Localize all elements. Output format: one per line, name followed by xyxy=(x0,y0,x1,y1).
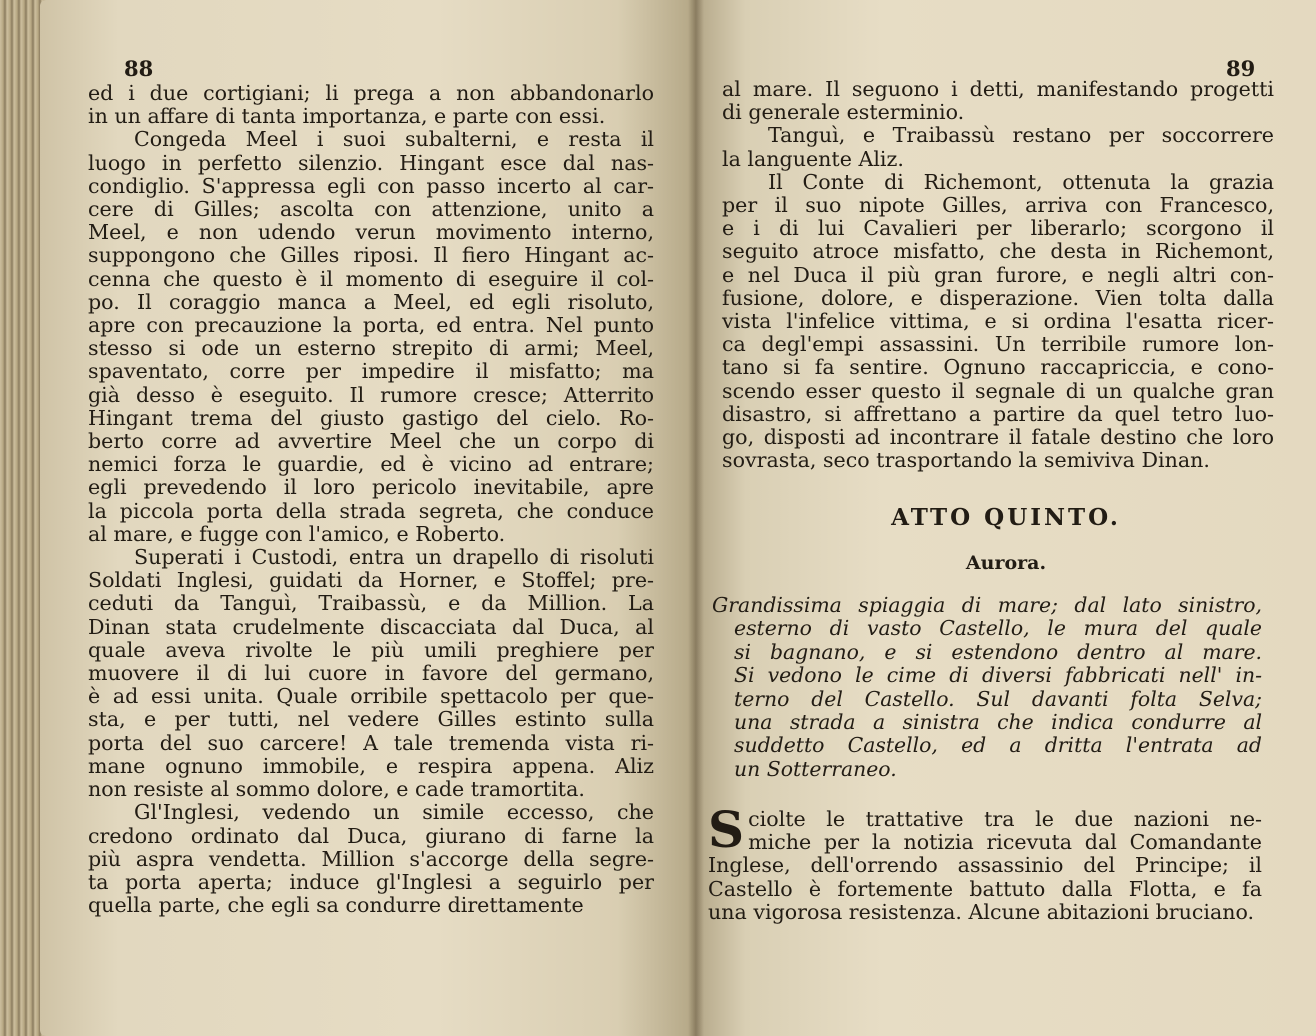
paragraph xyxy=(722,78,1274,124)
right-page xyxy=(696,0,1316,1036)
text-line: non resiste al sommo dolore, e cade tramortita. xyxy=(88,777,585,802)
text-line: Tanguì, e Traibassù restano per soccorrere xyxy=(768,123,1274,148)
text-line: sovrasta, seco trasportando la semiviva Dinan. xyxy=(722,448,1210,473)
text-line: ta porta aperta; induce gl'Inglesi a seguirlo per xyxy=(88,869,654,894)
paragraph xyxy=(722,171,1274,473)
stage-direction-line: suddetto Castello, ed a dritta l'entrata ad xyxy=(734,733,1262,758)
act-heading: ATTO QUINTO. xyxy=(891,504,1121,531)
text-line: quale aveva rivolte le più umili preghiere per xyxy=(88,637,654,662)
text-line: di generale esterminio. xyxy=(722,100,965,125)
text-line: Meel, e non udendo verun movimento interno, xyxy=(88,220,654,245)
text-line: ed i due cortigiani; li prega a non abbandonarlo xyxy=(88,81,654,105)
text-line: seguito atroce misfatto, che desta in Richemont, xyxy=(722,239,1274,264)
stage-direction xyxy=(712,594,1262,781)
text-line: per il suo nipote Gilles, arriva con Francesco, xyxy=(722,193,1274,218)
book-gutter xyxy=(688,0,704,1036)
text-line: disastro, si affrettano a partire da quel tetro luo- xyxy=(722,401,1274,426)
text-line: tano si fa sentire. Ognuno raccapriccia, e cono- xyxy=(722,355,1274,380)
text-line: la piccola porta della strada segreta, che conduce xyxy=(88,498,654,523)
text-line: Soldati Inglesi, guidati da Horner, e Stoffel; pre- xyxy=(88,568,654,593)
left-page xyxy=(40,0,696,1036)
paragraph xyxy=(88,82,654,128)
text-line: luogo in perfetto silenzio. Hingant esce dal nas- xyxy=(88,150,654,175)
text-line: go, disposti ad incontrare il fatale destino che loro xyxy=(722,425,1274,450)
text-line: ceduti da Tanguì, Traibassù, e da Million. La xyxy=(88,591,654,616)
drop-cap: S xyxy=(708,800,745,859)
page-number: 89 xyxy=(1226,56,1256,81)
paragraph xyxy=(88,128,654,546)
text-line: Castello è fortemente battuto dalla Flotta, e fa xyxy=(708,876,1262,901)
text-line: stesso si ode un esterno strepito di armi; Meel, xyxy=(88,336,654,361)
text-line: Superati i Custodi, entra un drapello di risoluti xyxy=(134,545,654,570)
text-line: la languente Aliz. xyxy=(722,146,904,171)
text-line: apre con precauzione la porta, ed entra. Nel punto xyxy=(88,313,654,338)
text-line: e nel Duca il più gran furore, e negli altri con- xyxy=(722,262,1274,287)
text-line: Gl'Inglesi, vedendo un simile eccesso, che xyxy=(134,800,654,825)
text-line: in un affare di tanta importanza, e parte con essi. xyxy=(88,104,606,129)
text-line: spaventato, corre per impedire il misfatto; ma xyxy=(88,359,654,384)
stage-direction-line: un Sotterraneo. xyxy=(734,756,897,781)
stage-direction-line: terno del Castello. Sul davanti folta Selva; xyxy=(734,686,1262,711)
stage-direction-line: si bagnano, e si estendono dentro al mare. xyxy=(734,639,1262,664)
text-line: Il Conte di Richemont, ottenuta la grazia xyxy=(768,169,1274,194)
text-line: Dinan stata crudelmente discacciata dal Duca, al xyxy=(88,614,654,639)
text-line: Congeda Meel i suoi subalterni, e resta il xyxy=(134,127,654,152)
text-line: Hingant trema del giusto gastigo del cielo. Ro- xyxy=(88,405,654,430)
text-line: suppongono che Gilles riposi. Il fiero Hingant ac- xyxy=(88,243,654,268)
stage-direction-line: Grandissima spiaggia di mare; dal lato sinistro, xyxy=(712,593,1262,617)
text-line: mane ognuno immobile, e respira appena. Aliz xyxy=(88,753,654,778)
paragraph xyxy=(88,801,654,917)
text-line: quella parte, che egli sa condurre direttamente xyxy=(88,893,584,918)
text-line: miche per la notizia ricevuta dal Comandante xyxy=(748,830,1262,855)
page-number: 88 xyxy=(124,56,154,81)
text-line: condiglio. S'appressa egli con passo incerto al car- xyxy=(88,173,654,198)
stage-direction-line: Si vedono le cime di diversi fabbricati nell' in- xyxy=(734,663,1262,688)
text-line: fusione, dolore, e disperazione. Vien tolta dalla xyxy=(722,285,1274,310)
text-line: cere di Gilles; ascolta con attenzione, unito a xyxy=(88,197,654,222)
text-line: berto corre ad avvertire Meel che un corpo di xyxy=(88,429,654,454)
text-line: una vigorosa resistenza. Alcune abitazioni bruciano. xyxy=(708,899,1255,924)
text-line: credono ordinato dal Duca, giurano di farne la xyxy=(88,823,654,848)
right-page-text xyxy=(722,78,1274,472)
text-line: ca degl'empi assassini. Un terribile rumore lon- xyxy=(722,332,1274,357)
scene-heading: Aurora. xyxy=(965,552,1047,574)
paragraph xyxy=(88,546,654,801)
text-line: po. Il coraggio manca a Meel, ed egli risoluto, xyxy=(88,289,654,314)
text-line: muovere il di lui cuore in favore del germano, xyxy=(88,661,654,686)
text-line: egli prevedendo il loro pericolo inevitabile, apre xyxy=(88,475,654,500)
paragraph xyxy=(722,124,1274,170)
text-line: già desso è eseguito. Il rumore cresce; Atterrito xyxy=(88,382,654,407)
text-line: porta del suo carcere! A tale tremenda vista ri- xyxy=(88,730,654,755)
text-line: al mare, e fugge con l'amico, e Roberto. xyxy=(88,521,506,546)
text-line: ciolte le trattative tra le due nazioni ne- xyxy=(748,807,1262,831)
text-line: e i di lui Cavalieri per liberarlo; scorgono il xyxy=(722,216,1274,241)
text-line: più aspra vendetta. Million s'accorge della segre- xyxy=(88,846,654,871)
text-line: nemici forza le guardie, ed è vicino ad entrare; xyxy=(88,452,654,477)
text-line: è ad essi unita. Quale orribile spettacolo per que- xyxy=(88,684,654,709)
stage-direction-line: esterno di vasto Castello, le mura del quale xyxy=(734,616,1262,641)
text-line: sta, e per tutti, nel vedere Gilles estinto sulla xyxy=(88,707,654,732)
left-page-text xyxy=(88,82,654,917)
text-line: al mare. Il seguono i detti, manifestando progetti xyxy=(722,77,1274,101)
text-line: Inglese, dell'orrendo assassinio del Principe; il xyxy=(708,853,1262,878)
text-line: scendo esser questo il segnale di un qualche gran xyxy=(722,378,1274,403)
text-line: cenna che questo è il momento di eseguire il col- xyxy=(88,266,654,291)
scene-text xyxy=(708,800,1262,924)
stage-direction-line: una strada a sinistra che indica condurre al xyxy=(734,710,1262,735)
text-line: vista l'infelice vittima, e si ordina l'esatta ricer- xyxy=(722,309,1274,334)
